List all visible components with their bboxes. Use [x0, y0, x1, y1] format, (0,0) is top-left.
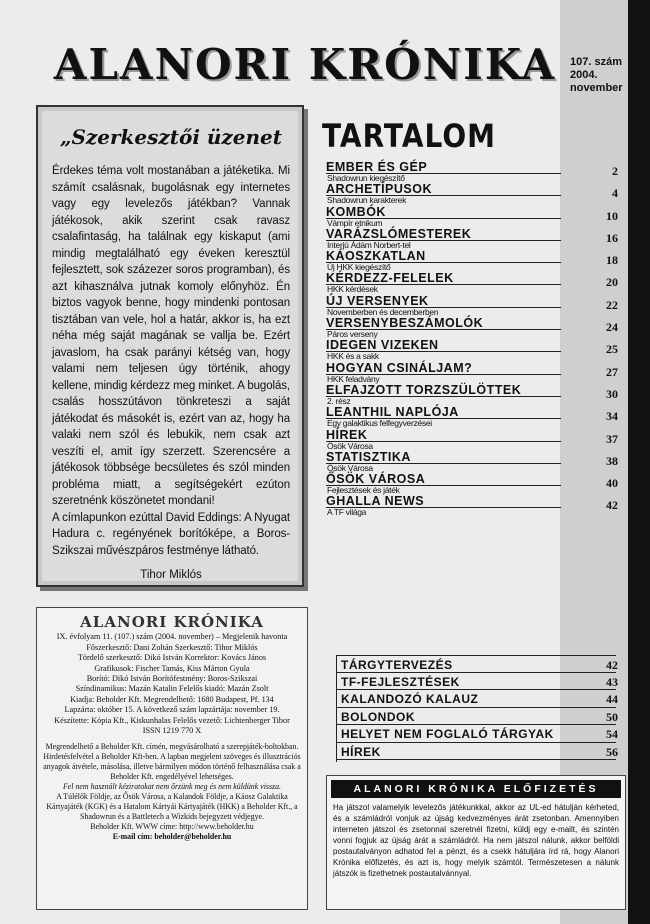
contents-entry	[326, 450, 616, 472]
contents-entry	[326, 249, 616, 271]
colophon-website: Beholder Kft. WWW címe: http://www.beholder.hu	[90, 822, 254, 832]
contents-subentry	[336, 725, 616, 743]
contents-entry-title: VERSENYBESZÁMOLÓK	[326, 316, 484, 331]
editorial-paragraph: A címlapunkon ezúttal David Eddings: A Nyugat Hadura c. regényének borítóképe, a Boros-Szikszai művészpáros festménye látható.	[52, 511, 290, 557]
contents-entry-subtitle: Shadowrun kiegészítő	[327, 173, 405, 183]
contents-entry-subtitle: Egy galaktikus felfegyverzései	[327, 418, 432, 429]
contents-entry-title: GHALLA NEWS	[326, 494, 425, 509]
colophon-fine-print: Megrendelhető a Beholder Kft. címén, megvásárolható a szerepjáték-boltokban. Hirdetésfelvétel a Beholder Kft-ben. A lapban megjelent szöveges és illusztrációs anyagok átvétele, másolása, illetve bármilyen módon történő felhasználása csak a Beholder Kft. engedélyével lehetséges.	[43, 742, 301, 782]
contents-subentry-title: HELYET NEM FOGLALÓ TÁRGYAK	[341, 727, 554, 741]
contents-entry-page: 24	[606, 320, 618, 335]
contents-subentry-page: 44	[606, 692, 618, 706]
contents-entry-subtitle: HKK feladvány	[327, 373, 380, 384]
contents-subentry-title: KALANDOZÓ KALAUZ	[341, 692, 479, 706]
contents-entry-page: 27	[606, 364, 618, 379]
contents-entry-page: 4	[612, 186, 618, 201]
contents-entry	[326, 383, 616, 405]
contents-subentry-page: 50	[606, 709, 618, 724]
contents-entry-title: EMBER ÉS GÉP	[326, 160, 428, 174]
contents-subentry	[336, 655, 616, 673]
contents-entry-title: IDEGEN VIZEKEN	[326, 338, 439, 353]
subscription-text: Ha játszol valamelyik levelezős játékunkkal, akkor az UL-ed hátulján kérheted, és a számládról vonjuk az újság kedvezményes árát zsetonban. Amennyiben interneten játszol és zsetonnal szeretnél fizetni, küldj egy e-mailt, és szintén vonni fogjuk az újság árát a számládról. Ha nem játszol nálunk, akkor belföldi postautalványon adhatod fel a pénzt, és a csekk hátuljára írd rá, hogy Alanori Krónika előfizetés, és azt is, hogy melyik számtól. Természetesen a nálunk játszók is fizethetnek postautalvánnyal.	[333, 803, 619, 878]
contents-entry-title: ÚJ VERSENYEK	[326, 293, 429, 308]
contents-entry	[326, 316, 616, 338]
colophon-fine-print: Fel nem használt kéziratokat nem őrzünk meg és nem küldünk vissza.	[62, 782, 282, 792]
contents-subentry-page: 54	[606, 727, 618, 741]
contents-entry	[326, 227, 616, 249]
contents-entry-title: STATISZTIKA	[326, 449, 411, 464]
contents-entry-title: ŐSÖK VÁROSA	[326, 472, 426, 487]
contents-entry-subtitle: HKK és a sakk	[327, 351, 379, 362]
contents-entry-page: 40	[606, 476, 618, 491]
contents-entry	[326, 271, 616, 293]
subscription-title: ALANORI KRÓNIKA ELŐFIZETÉS	[331, 780, 621, 798]
contents-entry-page: 34	[606, 409, 618, 424]
contents-entry-page: 30	[606, 386, 618, 401]
contents-entry-subtitle: Páros verseny	[327, 329, 378, 340]
contents-entry	[326, 361, 616, 383]
contents-entry	[326, 405, 616, 427]
editorial-signature: Tihor Miklós	[140, 569, 202, 581]
contents-subentry-title: BOLONDOK	[341, 709, 415, 724]
contents-subentry-page: 43	[606, 674, 618, 689]
contents-subentry-title: TÁRGYTERVEZÉS	[341, 658, 453, 672]
contents-subentry	[336, 708, 616, 726]
contents-entry-title: HÍREK	[326, 427, 368, 442]
side-black-band	[628, 0, 650, 924]
contents-entry-subtitle: Ősök Városa	[327, 440, 373, 451]
colophon-line: Lapzárta: október 15. A következő szám lapzártája: november 19.	[64, 705, 280, 715]
colophon-line: Színdinamikus: Mazán Katalin Felelős kiadó: Mazán Zsolt	[75, 684, 269, 694]
contents-entry-subtitle: 2. rész	[327, 395, 351, 406]
contents-entry	[326, 428, 616, 450]
contents-entry	[326, 294, 616, 316]
contents-entry	[326, 160, 616, 182]
issue-year: 2004.	[570, 69, 598, 81]
contents-entry-page: 20	[606, 275, 618, 290]
contents-sublist	[336, 655, 616, 760]
colophon-line: Borító: Dikó István Borítófestmény: Boros-Szikszai	[86, 674, 258, 684]
colophon-line: Főszerkesztő: Dani Zoltán Szerkesztő: Tihor Miklós	[86, 642, 258, 652]
issue-info	[570, 56, 630, 95]
contents-entry-page: 42	[606, 498, 618, 513]
contents-entry-subtitle: Novemberben és decemberben	[327, 306, 439, 317]
contents-entry-page: 2	[612, 164, 618, 178]
colophon-line: Kiadja: Beholder Kft. Megrendelhető: 1680 Budapest, Pf. 134	[70, 694, 274, 704]
colophon-fine-print: A Túlélők Földje, az Ősök Városa, a Kalandok Földje, a Káosz Galaktika Kártyajáték (KGK) és a Hatalom Kártyái Kártyajáték (HKK) a Beholder Kft., a Shadowrun és a Battletech a Wizkids bejegyzett védjegye.	[46, 792, 298, 822]
contents-entry-subtitle: Interjú Ádám Norbert-tel	[327, 239, 411, 250]
contents-entry-subtitle: Shadowrun karakterek	[327, 195, 407, 206]
colophon-issn: ISSN 1219 770 X	[142, 726, 202, 736]
contents-entry-subtitle: Új HKK kiegészítő	[327, 262, 391, 273]
contents-entry	[326, 338, 616, 360]
contents-entry-title: ELFAJZOTT TORZSZÜLÖTTEK	[326, 382, 522, 397]
editorial-title: „Szerkesztői üzenet	[59, 125, 283, 149]
contents-entry	[326, 205, 616, 227]
contents-entry-subtitle: HKK kérdések	[327, 284, 378, 295]
masthead-title: ALANORI KRÓNIKA	[53, 40, 557, 89]
contents-entry-subtitle: Fejlesztések és játék	[327, 485, 400, 496]
contents-entry-title: KÁOSZKATLAN	[326, 249, 426, 264]
contents-entry-title: KÉRDEZZ-FELELEK	[326, 271, 454, 286]
contents-entry-subtitle: Vámpír etnikum	[327, 217, 383, 228]
editorial-box	[36, 105, 304, 587]
contents-entry	[326, 182, 616, 204]
colophon-line: Tördelő szerkesztő: Dikó István Korrektor: Kovács János	[77, 653, 267, 663]
editorial-paragraph: Érdekes téma volt mostanában a játéketika. Mi számít csalásnak, bugolásnak egy internetes vagy egy levelezős játékban? Vannak játékosok, akik szerint csak ravasz csalafintaság, ha találnak egy kiskaput (ami mindig megtalálható egy éveken keresztül fejlesztett, sok százezer soros programban), és azt kihasználva jutnak komoly előnyhöz. Én biztos vagyok benne, hogy mindenki pontosan tisztában van vele, hol a határ, akkor is, ha ezt néha még saját magának se vallja be. Ezért javaslom, ha csak parányi kétség van, hogy valami nem teljesen úgy történik, ahogy kellene, mindig kérdezz meg minket. A bugolás, csalás hosszútávon tönkreteszi a saját játékodat és másokét is, ezért van az, hogy ha valaki nem szól és lebukik, nem csak azt veszíti el, amit így szerzett. Szerencsére a játékosok többsége becsületes és szól minden probléma miatt, a segítségekért ezúton szeretnénk köszönetet mondani!	[52, 165, 290, 507]
contents-entry-page: 22	[606, 297, 618, 312]
contents-subentry-page: 42	[606, 658, 618, 672]
contents-entry-title: ARCHETÍPUSOK	[326, 182, 433, 197]
contents-entry-rule	[326, 396, 561, 397]
contents-entry-page: 16	[606, 230, 618, 245]
colophon-email: E-mail cím: beholder@beholder.hu	[112, 832, 232, 842]
colophon-line: Grafikusok: Fischer Tamás, Kiss Márton Gyula	[94, 663, 250, 673]
contents-list	[326, 160, 616, 517]
contents-entry-title: LEANTHIL NAPLÓJA	[326, 405, 459, 420]
issue-month: november	[570, 82, 623, 94]
contents-subentry-title: TF-FEJLESZTÉSEK	[341, 674, 460, 689]
contents-entry-title: HOGYAN CSINÁLJAM?	[326, 360, 473, 375]
contents-entry-title: VARÁZSLÓMESTEREK	[326, 226, 472, 241]
colophon-line: IX. évfolyam 11. (107.) szám (2004. november) – Megjelenik havonta	[56, 632, 288, 642]
contents-subentry-title: HÍREK	[341, 744, 381, 759]
contents-entry	[326, 494, 616, 516]
contents-subentry-page: 56	[606, 744, 618, 759]
contents-subentry	[336, 690, 616, 708]
subscription-box	[326, 775, 626, 910]
contents-entry-page: 37	[606, 431, 618, 446]
contents-subentry	[336, 743, 616, 761]
contents-entry-title: KOMBÓK	[326, 204, 386, 219]
contents-title: TARTALOM	[322, 117, 497, 155]
contents-entry-page: 25	[606, 342, 618, 357]
contents-entry-subtitle: Ősök Városa	[327, 462, 373, 473]
colophon-title: ALANORI KRÓNIKA	[80, 613, 264, 631]
contents-entry-page: 18	[606, 253, 618, 268]
contents-subentry	[336, 673, 616, 691]
contents-entry-page: 10	[606, 208, 618, 223]
contents-entry-page: 38	[606, 453, 618, 468]
issue-number: 107. szám	[570, 56, 622, 68]
colophon-line: Készítette: Kópia Kft., Kiskunhalas Felelős vezető: Lichtenberger Tibor	[54, 715, 290, 725]
colophon-box	[36, 607, 308, 910]
contents-entry	[326, 472, 616, 494]
contents-entry-subtitle: A TF világa	[327, 507, 367, 518]
